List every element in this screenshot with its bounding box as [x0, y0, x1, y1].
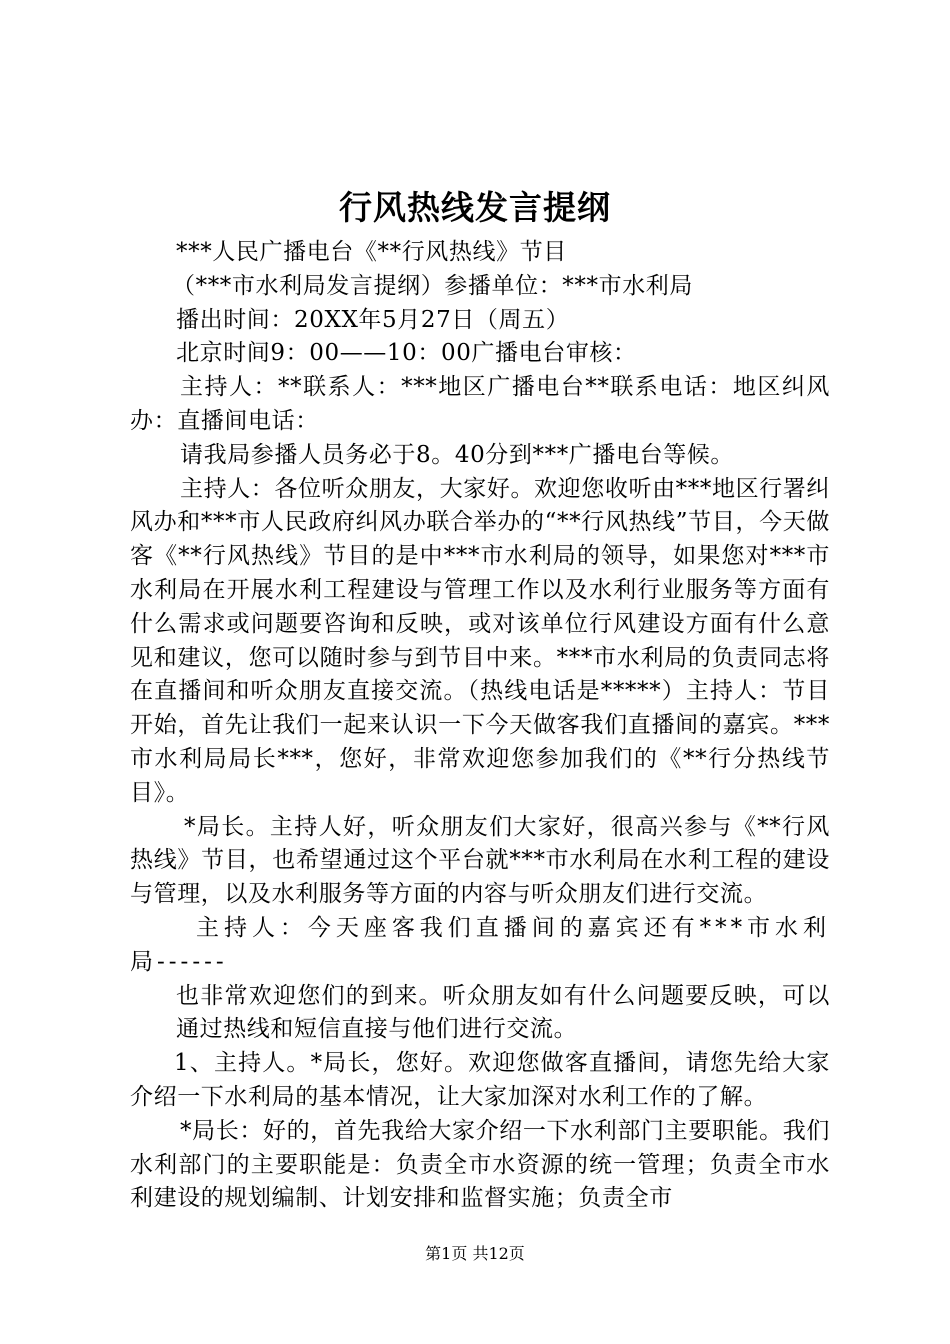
paragraph-arrival-notice: 请我局参播人员务必于8。40分到***广播电台等候。	[180, 441, 734, 468]
paragraph-program-name: ***人民广播电台《**行风热线》节目	[176, 239, 567, 265]
paragraph-director-answer: *局长：好的，首先我给大家介绍一下水利部门主要职能。我们水利部门的主要职能是：负责全市水资源的统一管理；负责全市水利建设的规划编制、计划安排和监督实施；负责全市	[130, 1117, 830, 1212]
paragraph-welcome-guests: 也非常欢迎您们的到来。听众朋友如有什么问题要反映，可以通过热线和短信直接与他们进行交流。	[176, 982, 830, 1043]
paragraph-question-1: 1、主持人。*局长，您好。欢迎您做客直播间，请您先给大家介绍一下水利局的基本情况，让大家加深对水利工作的了解。	[130, 1050, 830, 1110]
document-title: 行风热线发言提纲	[339, 188, 611, 227]
paragraph-host-opening: 主持人：各位听众朋友，大家好。欢迎您收听由***地区行署纠风办和***市人民政府纠风办联合举办的“**行风热线”节目，今天做客《**行风热线》节目的是中***市水利局的领导，如果您对***市水利局在开展水利工程建设与管理工作以及水利行业服务等方面有什么需求或问题要咨询和反映，或对该单位行风建设方面有什么意见和建议，您可以随时参与到节目中来。***市水利局的负责同志将在直播间和听众朋友直接交流。（热线电话是*****）主持人：节目开始，首先让我们一起来认识一下今天做客我们直播间的嘉宾。***市水利局局长***，您好，非常欢迎您参加我们的《**行分热线节目》。	[130, 475, 830, 806]
paragraph-broadcast-time: 播出时间：20XX年5月27日（周五）	[176, 306, 570, 333]
paragraph-host-contact: 主持人：**联系人：***地区广播电台**联系电话：地区纠风办：直播间电话：	[130, 374, 830, 434]
paragraph-director-greeting: *局长。主持人好，听众朋友们大家好，很高兴参与《**行风热线》节目，也希望通过这个平台就***市水利局在水利工程的建设与管理，以及水利服务等方面的内容与听众朋友们进行交流。	[130, 813, 830, 908]
paragraph-beijing-time: 北京时间9：00——10：00广播电台审核：	[176, 340, 637, 367]
paragraph-participant-unit: （***市水利局发言提纲）参播单位：***市水利局	[172, 272, 693, 299]
paragraph-host-guests: 主持人：今天座客我们直播间的嘉宾还有***市水利局------	[130, 914, 830, 975]
document-body	[130, 236, 830, 1216]
page-footer: 第1页 共12页	[425, 1244, 525, 1263]
